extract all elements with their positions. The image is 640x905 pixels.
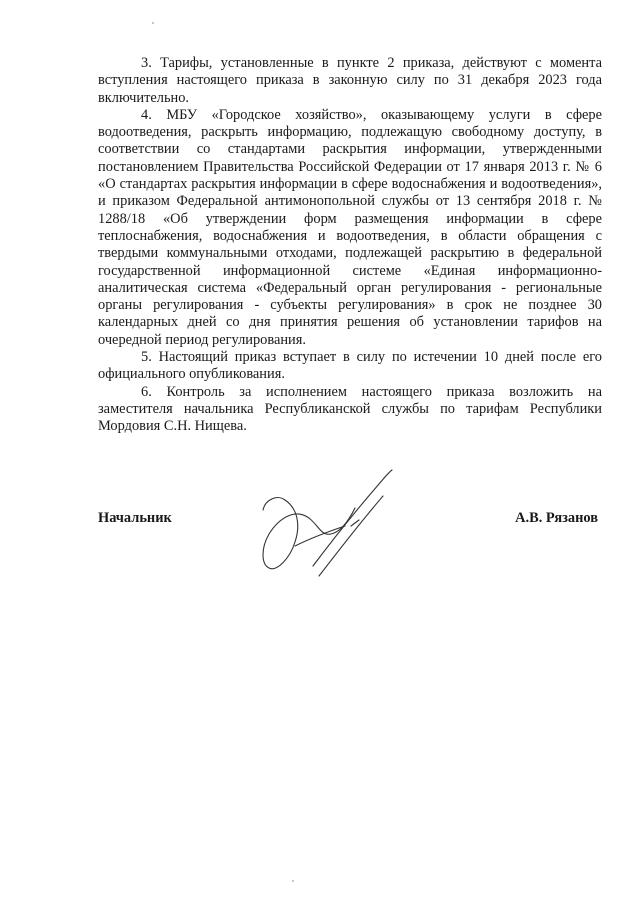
paragraph-3: 3. Тарифы, установленные в пункте 2 приказа, действуют с момента вступления настоящего приказа в законную силу по 31 декабря 2023 года включительно. [98,55,602,106]
paragraph-5: 5. Настоящий приказ вступает в силу по истечении 10 дней после его официального опубликования. [98,349,602,383]
scan-speck [292,880,294,882]
signatory-name: А.В. Рязанов [515,510,598,526]
paragraph-4: 4. МБУ «Городское хозяйство», оказывающему услуги в сфере водоотведения, раскрыть информацию, подлежащую свободному доступу, в соответствии со стандартами раскрытия информации, утвержденными постановлением Правительства Российской Федерации от 17 января 2013 г. № 6 «О стандартах раскрытия информации в сфере водоснабжения и водоотведения», и приказом Федеральной антимонопольной службы от 13 сентября 2018 г. № 1288/18 «Об утверждении форм размещения информации в сфере теплоснабжения, водоснабжения и водоотведения, в области обращения с твердыми коммунальными отходами, подлежащей раскрытию в федеральной государственной информационной системе «Единая информационно-аналитическая система «Федеральный орган регулирования - региональные органы регулирования - субъекты регулирования» в срок не позднее 30 календарных дней со дня принятия решения об установлении тарифов на очередной период регулирования. [98,106,602,348]
handwritten-signature [255,462,405,580]
document-body [98,55,602,436]
paragraph-6: 6. Контроль за исполнением настоящего приказа возложить на заместителя начальника Республиканской службы по тарифам Республики Мордовия С.Н. Нищева. [98,383,602,435]
scan-speck [152,22,154,24]
signatory-title: Начальник [98,510,172,526]
